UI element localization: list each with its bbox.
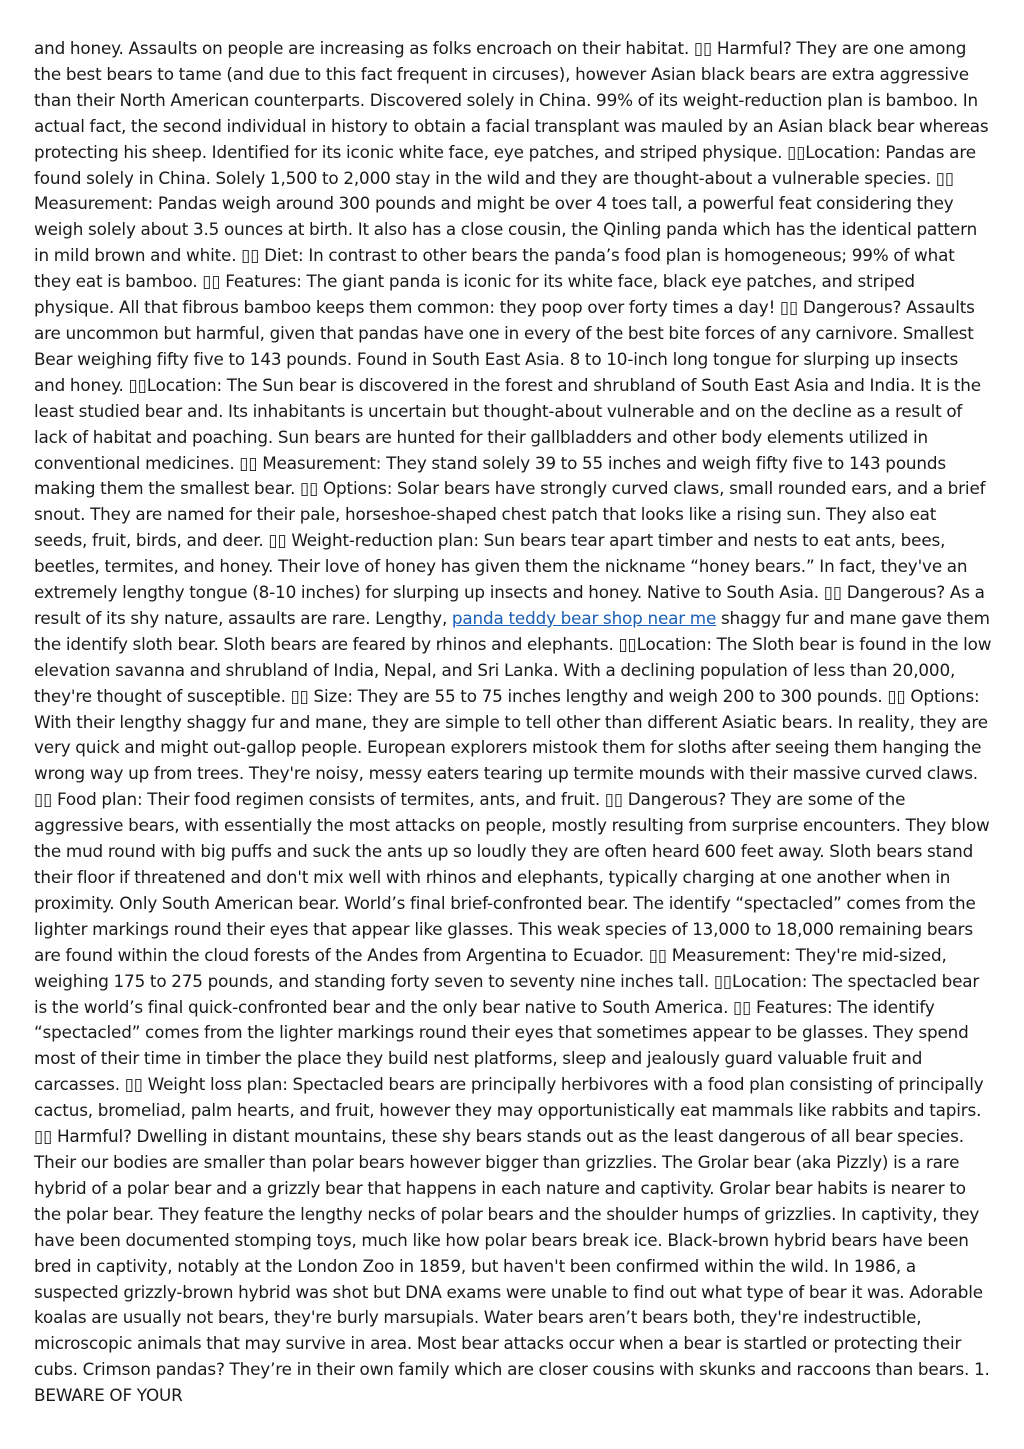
body-text-after-link: shaggy fur and mane gave them the identify sloth bear. Sloth bears are feared by rhinos and elephants. ▯▯Location: The Sloth bear is found in the low elevation savanna and shrubland of India, Nepal, and Sri Lanka. With a declining population of less than 20,000, they're thought of susceptible. ▯▯ Size: They are 55 to 75 inches lengthy and weigh 200 to 300 pounds. ▯▯ Options: With their lengthy shaggy fur and mane, they are simple to tell other than different Asiatic bears. In reality, they are very quick and might out-gallop people. European explorers mistook them for sloths after seeing them hanging the wrong way up from trees. They're noisy, messy eaters tearing up termite mounds with their massive curved claws. ▯▯ Food plan: Their food regimen consists of termites, ants, and fruit. ▯▯ Dangerous? They are some of the aggressive bears, with essentially the most attacks on people, mostly resulting from surprise encounters. They blow the mud round with big puffs and suck the ants up so loudly they are often heard 600 feet away. Sloth bears stand their floor if threatened and don't mix well with rhinos and elephants, typically charging at one another when in proximity. Only South American bear. World’s final brief-confronted bear. The identify “spectacled” comes from the lighter markings round their eyes that appear like glasses. This weak species of 13,000 to 18,000 remaining bears are found within the cloud forests of the Andes from Argentina to Ecuador. ▯▯ Measurement: They're mid-sized, weighing 175 to 275 pounds, and standing forty seven to seventy nine inches tall. ▯▯Location: The spectacled bear is the world’s final quick-confronted bear and the only bear native to South America. ▯▯ Features: The identify “spectacled” comes from the lighter markings round their eyes that sometimes appear to be glasses. They spend most of their time in timber the place they build nest platforms, sleep and jealously guard valuable fruit and carcasses. ▯▯ Weight loss plan: Spectacled bears are principally herbivores with a food plan consisting of principally cactus, bromeliad, palm hearts, and fruit, however they may opportunistically eat mammals like rabbits and tapirs. ▯▯ Harmful? Dwelling in distant mountains, these shy bears stands out as the least dangerous of all bear species. Their our bodies are smaller than polar bears however bigger than grizzlies. The Grolar bear (aka Pizzly) is a rare hybrid of a polar bear and a grizzly bear that happens in each nature and captivity. Grolar bear habits is nearer to the polar bear. They feature the lengthy necks of polar bears and the shoulder humps of grizzlies. In captivity, they have been documented stomping toys, much like how polar bears break ice. Black-brown hybrid bears have been bred in captivity, notably at the London Zoo in 1859, but haven't been confirmed within the wild. In 1986, a suspected grizzly-brown hybrid was shot but DNA exams were unable to find out what type of bear it was. Adorable koalas are usually not bears, they're burly marsupials. Water bears aren’t bears both, they're indestructible, microscopic animals that may survive in area. Most bear attacks occur when a bear is startled or protecting their cubs. Crimson pandas? They’re in their own family which are closer cousins with skunks and raccoons than bears. 1. BEWARE OF YOUR (34, 607, 992, 1406)
document-page (34, 36, 992, 1409)
body-paragraph (34, 36, 992, 1409)
panda-teddy-bear-shop-link[interactable]: panda teddy bear shop near me (451, 607, 717, 628)
body-text-before-link: and honey. Assaults on people are increasing as folks encroach on their habitat. ▯▯ Harmful? They are one among the best bears to tame (and due to this fact frequent in circuses), however Asian black bears are extra aggressive than their North American counterparts. Discovered solely in China. 99% of its weight-reduction plan is bamboo. In actual fact, the second individual in history to obtain a facial transplant was mauled by an Asian black bear whereas protecting his sheep. Identified for its iconic white face, eye patches, and striped physique. ▯▯Location: Pandas are found solely in China. Solely 1,500 to 2,000 stay in the wild and they are thought-about a vulnerable species. ▯▯ Measurement: Pandas weigh around 300 pounds and might be over 4 toes tall, a powerful feat considering they weigh solely about 3.5 ounces at birth. It also has a close cousin, the Qinling panda which has the identical pattern in mild brown and white. ▯▯ Diet: In contrast to other bears the panda’s food plan is homogeneous; 99% of what they eat is bamboo. ▯▯ Features: The giant panda is iconic for its white face, black eye patches, and striped physique. All that fibrous bamboo keeps them common: they poop over forty times a day! ▯▯ Dangerous? Assaults are uncommon but harmful, given that pandas have one in every of the best bite forces of any carnivore. Smallest Bear weighing fifty five to 143 pounds. Found in South East Asia. 8 to 10-inch long tongue for slurping up insects and honey. ▯▯Location: The Sun bear is discovered in the forest and shrubland of South East Asia and India. It is the least studied bear and. Its inhabitants is uncertain but thought-about vulnerable and on the decline as a result of lack of habitat and poaching. Sun bears are hunted for their gallbladders and other body elements utilized in conventional medicines. ▯▯ Measurement: They stand solely 39 to 55 inches and weigh fifty five to 143 pounds making them the smallest bear. ▯▯ Options: Solar bears have strongly curved claws, small rounded ears, and a brief snout. They are named for their pale, horseshoe-shaped chest patch that looks like a rising sun. They also eat seeds, fruit, birds, and deer. ▯▯ Weight-reduction plan: Sun bears tear apart timber and nests to eat ants, bees, beetles, termites, and honey. Their love of honey has given them the nickname “honey bears.” In fact, they've an extremely lengthy tongue (8-10 inches) for slurping up insects and honey. Native to South Asia. ▯▯ Dangerous? As a result of its shy nature, assaults are rare. Lengthy, (34, 38, 989, 628)
